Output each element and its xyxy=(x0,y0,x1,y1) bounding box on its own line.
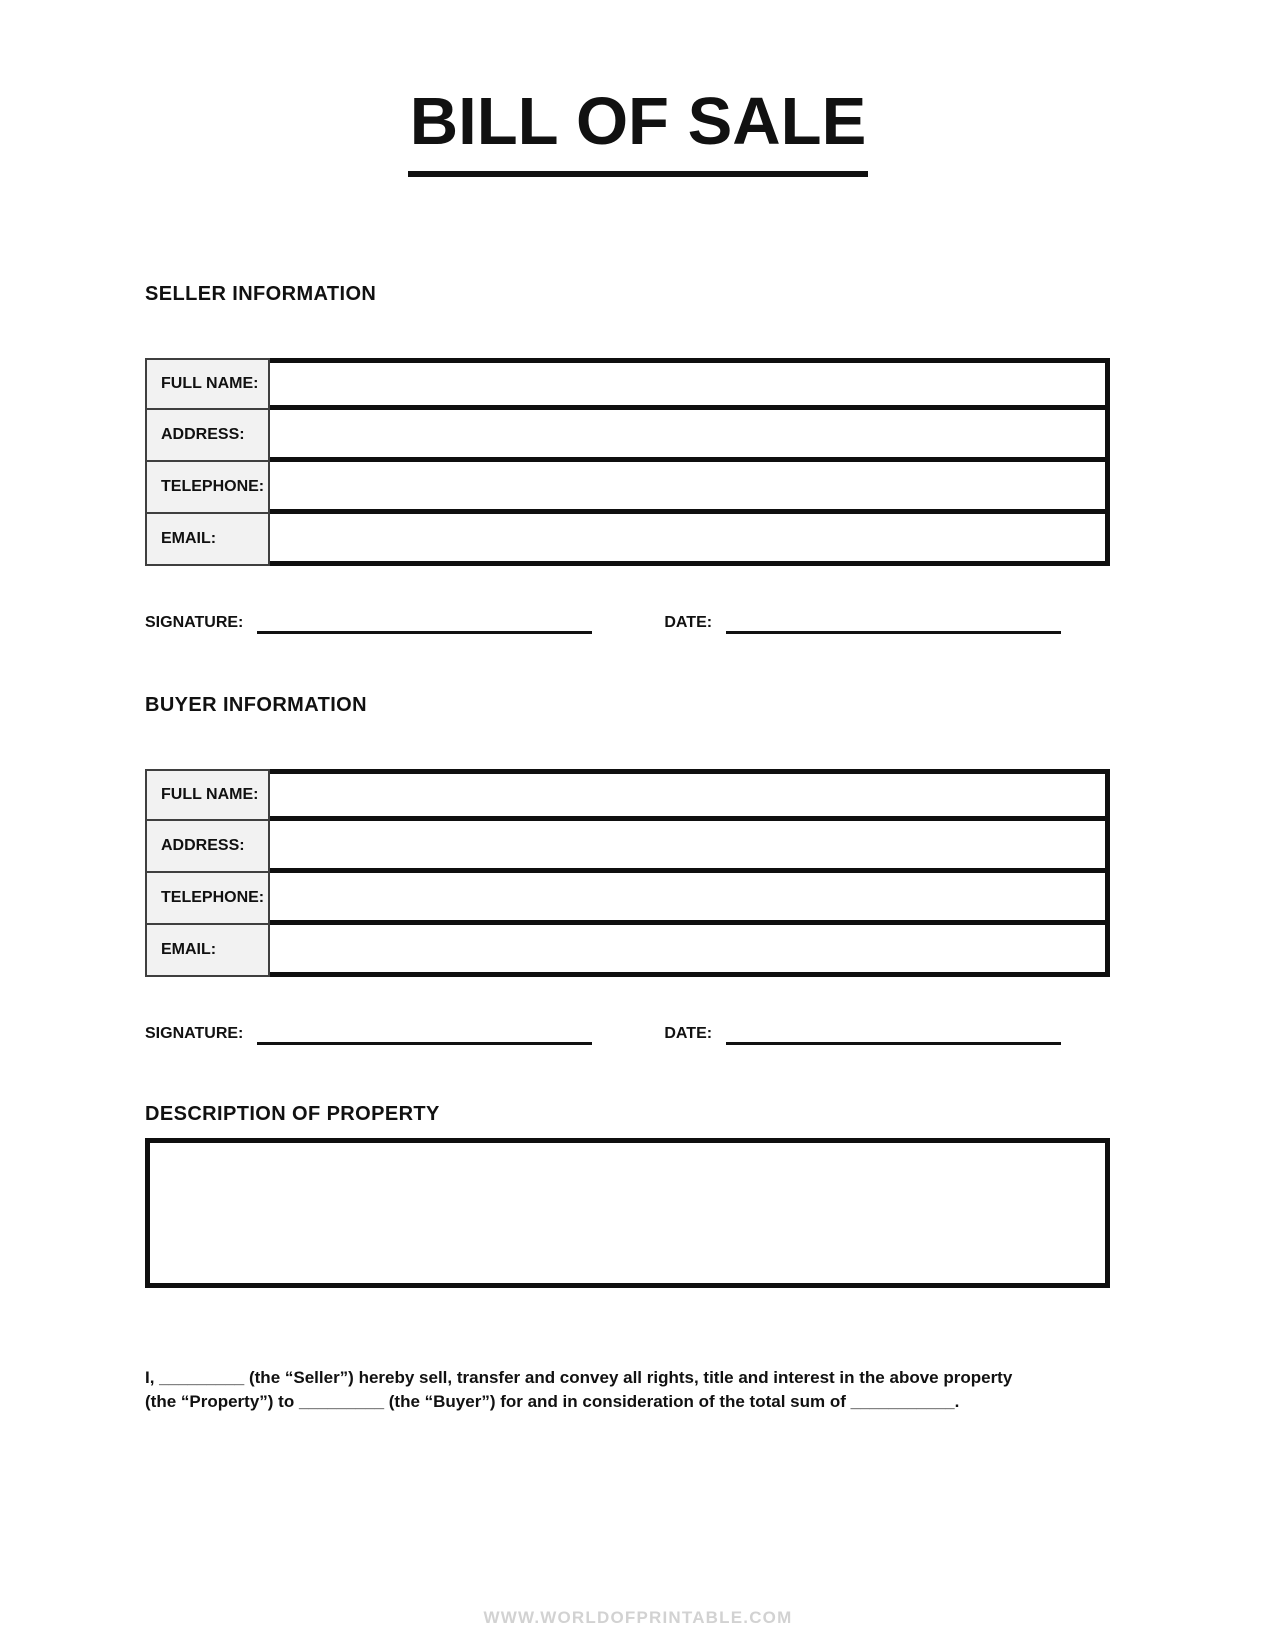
page-title: BILL OF SALE xyxy=(409,84,867,159)
table-row xyxy=(145,514,1110,566)
property-description-field[interactable] xyxy=(150,1143,1105,1283)
seller-date-field[interactable] xyxy=(726,610,1061,634)
table-row xyxy=(145,462,1110,514)
buyer-telephone-label: TELEPHONE: xyxy=(145,873,270,925)
table-row xyxy=(145,925,1110,977)
buyer-signature-row xyxy=(145,1019,1110,1045)
buyer-address-label: ADDRESS: xyxy=(145,821,270,873)
buyer-info-table xyxy=(145,769,1110,977)
legal-statement: I, _________ (the “Seller”) hereby sell, transfer and convey all rights, title and interest in the above property (the “Property”) to _________ (the “Buyer”) for and in consideration of the total sum of ___________. xyxy=(145,1368,1013,1412)
seller-email-field[interactable] xyxy=(270,514,1105,561)
seller-email-cell xyxy=(270,514,1110,566)
seller-full-name-cell xyxy=(270,358,1110,410)
buyer-email-field[interactable] xyxy=(270,925,1105,972)
table-row xyxy=(145,873,1110,925)
seller-telephone-cell xyxy=(270,462,1110,514)
buyer-address-cell xyxy=(270,821,1110,873)
seller-telephone-field[interactable] xyxy=(270,462,1105,509)
buyer-date-field[interactable] xyxy=(726,1021,1061,1045)
seller-full-name-label: FULL NAME: xyxy=(145,358,270,410)
buyer-section-heading: BUYER INFORMATION xyxy=(145,694,367,716)
seller-full-name-field[interactable] xyxy=(270,363,1105,405)
seller-date-label: DATE: xyxy=(664,614,713,631)
buyer-full-name-label: FULL NAME: xyxy=(145,769,270,821)
property-section-heading: DESCRIPTION OF PROPERTY xyxy=(145,1103,440,1125)
buyer-signature-label: SIGNATURE: xyxy=(145,1025,244,1042)
property-description-box xyxy=(145,1138,1110,1288)
title-block xyxy=(0,84,1276,177)
seller-signature-row xyxy=(145,608,1110,634)
buyer-email-cell xyxy=(270,925,1110,977)
form-content xyxy=(145,283,1110,1414)
buyer-telephone-field[interactable] xyxy=(270,873,1105,920)
buyer-email-label: EMAIL: xyxy=(145,925,270,977)
seller-address-field[interactable] xyxy=(270,410,1105,457)
buyer-address-field[interactable] xyxy=(270,821,1105,868)
seller-signature-field[interactable] xyxy=(257,610,592,634)
table-row xyxy=(145,821,1110,873)
buyer-full-name-cell xyxy=(270,769,1110,821)
title-underline xyxy=(408,171,868,177)
seller-address-cell xyxy=(270,410,1110,462)
seller-info-table xyxy=(145,358,1110,566)
seller-signature-label: SIGNATURE: xyxy=(145,614,244,631)
footer-website-text: WWW.WORLDOFPRINTABLE.COM xyxy=(483,1608,793,1627)
buyer-date-label: DATE: xyxy=(664,1025,713,1042)
seller-telephone-label: TELEPHONE: xyxy=(145,462,270,514)
table-row xyxy=(145,358,1110,410)
seller-email-label: EMAIL: xyxy=(145,514,270,566)
seller-section-heading: SELLER INFORMATION xyxy=(145,283,377,305)
buyer-signature-field[interactable] xyxy=(257,1021,592,1045)
seller-address-label: ADDRESS: xyxy=(145,410,270,462)
table-row xyxy=(145,769,1110,821)
buyer-telephone-cell xyxy=(270,873,1110,925)
table-row xyxy=(145,410,1110,462)
buyer-full-name-field[interactable] xyxy=(270,774,1105,816)
